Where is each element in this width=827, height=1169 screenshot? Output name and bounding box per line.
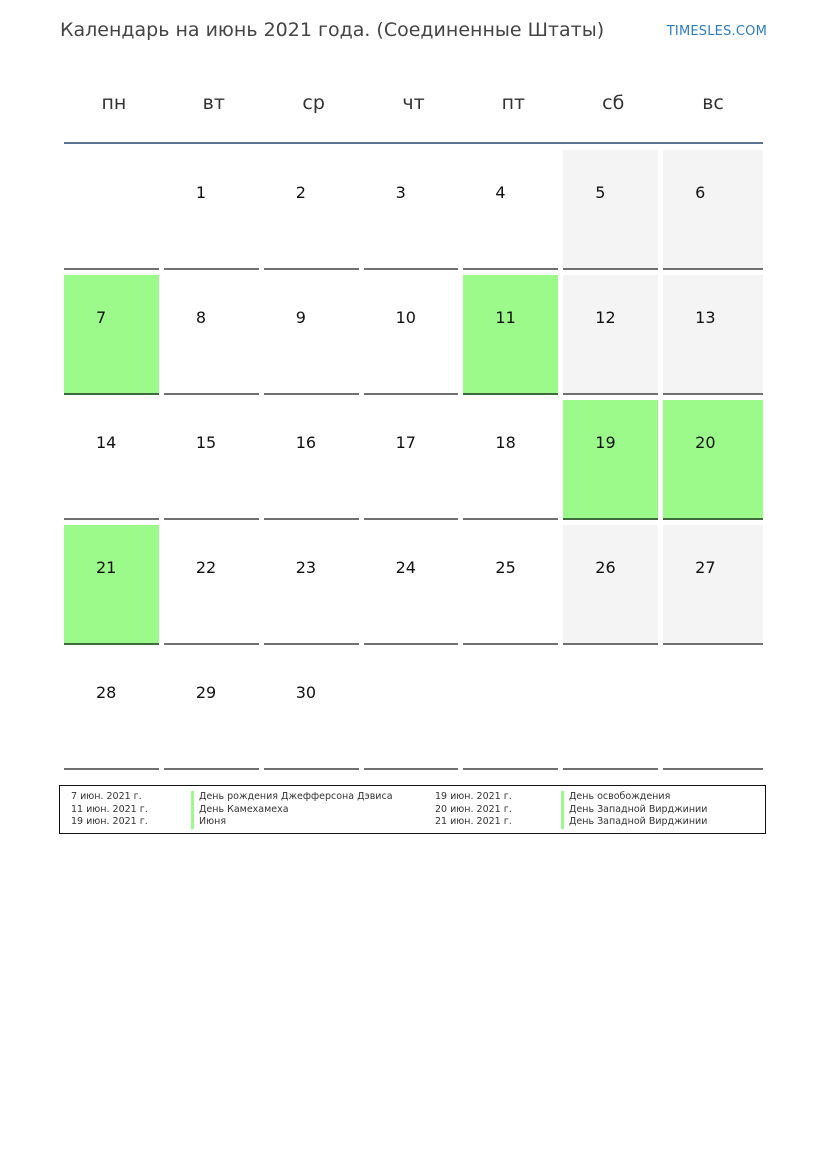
day-number: 11 <box>495 308 516 327</box>
calendar-day-cell[interactable] <box>264 650 364 775</box>
legend-holiday-name: День Западной Вирджинии <box>569 816 708 827</box>
day-number: 5 <box>595 183 606 202</box>
calendar-day-cell[interactable] <box>64 650 164 775</box>
day-number: 20 <box>695 433 716 452</box>
calendar-day-cell[interactable] <box>64 525 164 650</box>
calendar-empty-cell <box>663 650 763 775</box>
day-number: 27 <box>695 558 716 577</box>
day-cell-box <box>463 150 558 270</box>
legend-date: 7 июн. 2021 г. <box>71 791 142 802</box>
day-cell-box <box>164 400 259 520</box>
weekday-label: пт <box>501 92 526 114</box>
weekday-label: ср <box>302 92 325 114</box>
legend-date: 19 июн. 2021 г. <box>71 816 148 827</box>
calendar-day-cell[interactable] <box>264 275 364 400</box>
calendar-day-cell[interactable] <box>563 525 663 650</box>
legend-holiday-name: День рождения Джефферсона Дэвиса <box>199 791 393 802</box>
brand-logo-text[interactable]: TIMESLES.COM <box>666 24 767 39</box>
day-cell-box <box>663 150 763 270</box>
calendar-day-cell[interactable] <box>164 650 264 775</box>
day-cell-box <box>663 525 763 645</box>
calendar-day-cell[interactable] <box>264 150 364 275</box>
calendar-day-cell[interactable] <box>463 150 563 275</box>
day-cell-box <box>663 650 763 770</box>
legend-left-dates <box>71 791 148 829</box>
day-number: 26 <box>595 558 616 577</box>
day-cell-box <box>364 650 459 770</box>
day-cell-box <box>164 525 259 645</box>
day-cell-box <box>264 150 359 270</box>
calendar-day-cell[interactable] <box>563 275 663 400</box>
legend-holiday-name: День Западной Вирджинии <box>569 803 708 815</box>
calendar-empty-cell <box>364 650 464 775</box>
day-cell-box <box>563 400 658 520</box>
day-number: 23 <box>295 558 317 577</box>
day-number: 21 <box>96 558 117 577</box>
weekday-header-row <box>64 80 763 144</box>
day-cell-box <box>364 150 459 270</box>
weekday-label: вт <box>202 92 225 114</box>
day-cell-box <box>264 650 359 770</box>
day-cell-box <box>64 400 159 520</box>
day-number: 6 <box>695 183 706 202</box>
weekday-label: чт <box>402 92 425 114</box>
day-number: 19 <box>595 433 616 452</box>
calendar-grid <box>64 150 763 775</box>
day-number: 2 <box>295 183 306 202</box>
day-cell-box <box>463 275 558 395</box>
legend-date: 11 июн. 2021 г. <box>71 803 148 815</box>
legend-holiday-name: День освобождения <box>569 791 671 802</box>
calendar-day-cell[interactable] <box>563 150 663 275</box>
calendar-day-cell[interactable] <box>364 400 464 525</box>
day-number: 17 <box>395 433 416 452</box>
day-cell-box <box>264 525 359 645</box>
day-cell-box <box>563 150 658 270</box>
day-number: 24 <box>395 558 416 577</box>
legend-holiday-name: Июня <box>199 816 227 827</box>
page-title: Календарь на июнь 2021 года. (Соединенные Штаты) <box>60 19 605 41</box>
day-cell-box <box>563 275 658 395</box>
calendar-day-cell[interactable] <box>64 400 164 525</box>
day-number: 12 <box>595 308 616 327</box>
day-cell-box <box>64 525 159 645</box>
weekday-label: вс <box>702 92 724 114</box>
calendar-day-cell[interactable] <box>663 150 763 275</box>
day-number: 3 <box>395 183 406 202</box>
calendar-day-cell[interactable] <box>663 275 763 400</box>
calendar-empty-cell <box>563 650 663 775</box>
day-number: 13 <box>695 308 716 327</box>
calendar-day-cell[interactable] <box>264 525 364 650</box>
day-number: 22 <box>195 558 217 577</box>
day-cell-box <box>364 400 459 520</box>
day-number: 16 <box>295 433 317 452</box>
day-number: 4 <box>495 183 506 202</box>
weekday-label: сб <box>602 92 625 114</box>
day-number: 15 <box>195 433 217 452</box>
calendar-day-cell[interactable] <box>663 525 763 650</box>
calendar-day-cell[interactable] <box>364 150 464 275</box>
calendar-day-cell[interactable] <box>463 275 563 400</box>
day-cell-box <box>64 275 159 395</box>
legend-date: 19 июн. 2021 г. <box>435 791 512 802</box>
legend-right-names <box>569 791 707 829</box>
day-number: 10 <box>395 308 416 327</box>
calendar-day-cell[interactable] <box>463 400 563 525</box>
day-cell-box <box>364 275 459 395</box>
day-cell-box <box>563 525 658 645</box>
day-cell-box <box>264 400 359 520</box>
day-cell-box <box>64 150 159 270</box>
calendar-empty-cell <box>463 650 563 775</box>
holiday-legend <box>59 785 766 834</box>
weekday-label: пн <box>101 92 127 114</box>
day-number: 8 <box>195 308 207 327</box>
day-number: 25 <box>495 558 516 577</box>
calendar-day-cell[interactable] <box>663 400 763 525</box>
calendar-day-cell[interactable] <box>364 525 464 650</box>
calendar-day-cell[interactable] <box>364 275 464 400</box>
day-cell-box <box>64 650 159 770</box>
day-number: 18 <box>495 433 516 452</box>
legend-color-bar <box>561 791 564 829</box>
day-cell-box <box>164 275 259 395</box>
day-cell-box <box>164 650 259 770</box>
calendar-empty-cell <box>64 150 164 275</box>
day-cell-box <box>463 525 558 645</box>
calendar-day-cell[interactable] <box>164 150 264 275</box>
day-cell-box <box>463 400 558 520</box>
day-number: 7 <box>96 308 107 327</box>
legend-date: 21 июн. 2021 г. <box>435 816 512 827</box>
legend-left-names <box>199 791 393 829</box>
legend-right-dates <box>435 791 512 829</box>
legend-holiday-name: День Камехамеха <box>199 803 289 815</box>
legend-date: 20 июн. 2021 г. <box>435 803 512 815</box>
legend-color-bar <box>191 791 194 829</box>
day-number: 29 <box>195 683 217 702</box>
calendar-day-cell[interactable] <box>64 275 164 400</box>
calendar-day-cell[interactable] <box>164 400 264 525</box>
calendar-day-cell[interactable] <box>264 400 364 525</box>
day-cell-box <box>463 650 558 770</box>
calendar-day-cell[interactable] <box>463 525 563 650</box>
day-cell-box <box>364 525 459 645</box>
day-number: 14 <box>96 433 117 452</box>
day-number: 1 <box>195 183 207 202</box>
day-number: 9 <box>295 308 306 327</box>
day-cell-box <box>663 400 763 520</box>
day-number: 30 <box>295 683 317 702</box>
day-cell-box <box>164 150 259 270</box>
day-number: 28 <box>96 683 117 702</box>
calendar-day-cell[interactable] <box>164 525 264 650</box>
calendar-day-cell[interactable] <box>164 275 264 400</box>
day-cell-box <box>563 650 658 770</box>
day-cell-box <box>663 275 763 395</box>
calendar-day-cell[interactable] <box>563 400 663 525</box>
day-cell-box <box>264 275 359 395</box>
